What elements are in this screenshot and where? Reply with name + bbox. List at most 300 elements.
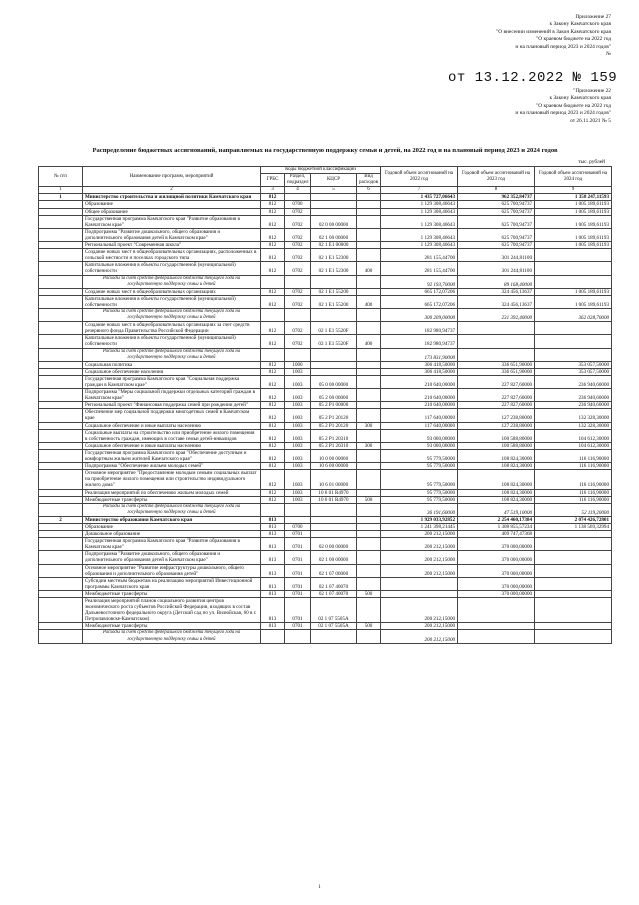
cell-kcsr: 05 2 00 00000	[311, 389, 357, 402]
cell-kcsr	[311, 516, 357, 523]
cell-y2023: 127 238,80000	[458, 409, 535, 422]
cell-y2022: 1 129 308,46643	[381, 208, 458, 215]
cell-vr	[357, 308, 381, 321]
cell-kcsr	[311, 194, 357, 201]
cell-kcsr	[311, 361, 357, 368]
cell-name: Образование	[83, 201, 261, 208]
cell-razdel: 0701	[285, 590, 311, 597]
cell-y2022: 95 779,50000	[381, 496, 458, 503]
cell-kcsr: 02 0 00 00000	[311, 215, 357, 228]
cell-kcsr: 05 2 P1 20120	[311, 409, 357, 422]
cell-y2024: 116 116,90000	[535, 463, 612, 470]
cell-y2024: 353 057,50000	[535, 368, 612, 375]
cell-grbs: 812	[261, 442, 285, 449]
cell-y2024	[535, 577, 612, 590]
cell-y2024	[535, 262, 612, 275]
cell-y2023: 1 308 855,57234	[458, 523, 535, 530]
cell-y2023	[458, 630, 535, 643]
cell-y2022: 200 212,15000	[381, 598, 458, 623]
federal-funds-note-row	[39, 503, 612, 516]
appendix-line: от 26.11.2021 № 5	[570, 117, 611, 124]
cell-vr	[357, 630, 381, 643]
table-row	[39, 402, 612, 409]
cell-y2023: 227 827,60000	[458, 389, 535, 402]
table-row	[39, 375, 612, 388]
cell-y2024	[535, 630, 612, 643]
cell-name: Субсидии местным бюджетам на реализацию мероприятий Инвестиционной программы Камчатского края	[83, 577, 261, 590]
cell-vr	[357, 368, 381, 375]
cell-y2023: 301 244,81100	[458, 262, 535, 275]
table-row	[39, 551, 612, 564]
table-row	[39, 422, 612, 429]
cell-kcsr: 10 0 00 00000	[311, 449, 357, 462]
cell-vr	[357, 598, 381, 623]
cell-num	[39, 531, 83, 538]
cell-vr	[357, 523, 381, 530]
cell-vr	[357, 208, 381, 215]
cell-vr	[357, 288, 381, 295]
table-row	[39, 262, 612, 275]
cell-num	[39, 375, 83, 388]
cell-y2022: 200 212,15000	[381, 538, 458, 551]
cell-razdel: 0702	[285, 288, 311, 295]
col-header-2024: Годовой объем ассигнований на 2024 год	[535, 167, 612, 187]
cell-vr	[357, 402, 381, 409]
cell-num	[39, 208, 83, 215]
cell-grbs	[261, 630, 285, 643]
cell-y2022: 665 172,07206	[381, 295, 458, 308]
cell-grbs: 812	[261, 208, 285, 215]
cell-y2024	[535, 249, 612, 262]
cell-kcsr	[311, 630, 357, 643]
cell-grbs: 812	[261, 228, 285, 241]
cell-kcsr: 02 1 07 40070	[311, 577, 357, 590]
cell-kcsr: 02 1 E1 00000	[311, 242, 357, 249]
cell-num	[39, 598, 83, 623]
column-index-cell: 3	[261, 187, 285, 194]
cell-grbs: 812	[261, 361, 285, 368]
cell-kcsr: 02 1 E1 55200	[311, 295, 357, 308]
table-row	[39, 598, 612, 623]
cell-y2022: 281 155,44700	[381, 262, 458, 275]
cell-name: Региональный проект "Современная школа"	[83, 242, 261, 249]
cell-y2023: 2 254 460,17384	[458, 516, 535, 523]
cell-kcsr	[311, 523, 357, 530]
cell-num	[39, 402, 83, 409]
cell-vr	[357, 531, 381, 538]
cell-razdel: 1003	[285, 429, 311, 442]
cell-y2023: 100 588,80000	[458, 429, 535, 442]
cell-num	[39, 322, 83, 335]
cell-kcsr	[311, 368, 357, 375]
cell-y2022: 1 129 308,46643	[381, 215, 458, 228]
cell-grbs: 812	[261, 470, 285, 489]
table-row	[39, 489, 612, 496]
cell-grbs: 812	[261, 288, 285, 295]
cell-y2024: 2 074 426,72801	[535, 516, 612, 523]
cell-razdel: 0700	[285, 201, 311, 208]
cell-razdel: 1003	[285, 409, 311, 422]
cell-y2024: 116 116,90000	[535, 470, 612, 489]
cell-razdel: 0701	[285, 551, 311, 564]
cell-name: Социальное обеспечение населения	[83, 368, 261, 375]
table-row	[39, 623, 612, 630]
cell-vr	[357, 564, 381, 577]
cell-name: Дошкольное образование	[83, 531, 261, 538]
cell-y2022: 1 929 033,92852	[381, 516, 458, 523]
cell-kcsr: 10 6 00 00000	[311, 463, 357, 470]
cell-y2023: 324 456,13637	[458, 288, 535, 295]
cell-y2022: 36 191,60000	[381, 503, 458, 516]
cell-name: Расходы за счет средств федерального бюджета текущего года на государственную поддержку семьи и детей	[83, 348, 261, 361]
table-row	[39, 201, 612, 208]
cell-kcsr: 05 2 P1 00000	[311, 402, 357, 409]
cell-y2024	[535, 275, 612, 288]
appendix-line: к Закону Камчатского края	[549, 95, 611, 102]
appendix-line: "О краевом бюджете на 2022 год	[536, 36, 611, 43]
cell-num	[39, 564, 83, 577]
cell-razdel	[285, 275, 311, 288]
cell-y2023: 962 352,84737	[458, 194, 535, 201]
cell-kcsr	[311, 201, 357, 208]
table-row	[39, 442, 612, 449]
cell-y2023: 370 000,00000	[458, 551, 535, 564]
cell-y2023: 127 238,80000	[458, 422, 535, 429]
cell-name: Государственная программа Камчатского края "Развитие образования в Камчатском крае"	[83, 538, 261, 551]
cell-y2022: 117 640,00000	[381, 409, 458, 422]
cell-vr	[357, 361, 381, 368]
cell-grbs: 812	[261, 402, 285, 409]
cell-name: Реализация мероприятий по обеспечению жильем молодых семей	[83, 489, 261, 496]
cell-num	[39, 503, 83, 516]
cell-razdel: 0702	[285, 262, 311, 275]
cell-razdel	[285, 516, 311, 523]
col-header-kcsr: КЦСР	[311, 174, 357, 187]
cell-name: Социальное обеспечение и иные выплаты населению	[83, 422, 261, 429]
cell-y2024	[535, 538, 612, 551]
cell-y2022: 173 831,90000	[381, 348, 458, 361]
budget-table	[38, 166, 612, 644]
cell-y2024: 1 005 189,61193	[535, 295, 612, 308]
cell-y2024: 52 119,20000	[535, 503, 612, 516]
column-index-row	[39, 187, 612, 194]
cell-name: Расходы за счет средств федерального бюджета текущего года на государственную поддержку семьи и детей	[83, 630, 261, 643]
cell-vr	[357, 470, 381, 489]
appendix-line: "О внесении изменений в Закон Камчатского края	[496, 28, 611, 35]
cell-num	[39, 422, 83, 429]
cell-name: Межбюджетные трансферты	[83, 590, 261, 597]
cell-num	[39, 262, 83, 275]
cell-y2024: 1 005 189,61193	[535, 242, 612, 249]
cell-grbs: 813	[261, 531, 285, 538]
table-row	[39, 516, 612, 523]
cell-num	[39, 215, 83, 228]
cell-kcsr: 02 1 00 00000	[311, 551, 357, 564]
table-row	[39, 429, 612, 442]
cell-name: Расходы за счет средств федерального бюджета текущего года на государственную поддержку семьи и детей	[83, 308, 261, 321]
cell-grbs: 812	[261, 249, 285, 262]
cell-kcsr: 02 1 E1 5520F	[311, 335, 357, 348]
cell-num	[39, 463, 83, 470]
col-header-2022: Годовой объем ассигнований на 2022 год	[381, 167, 458, 187]
table-row	[39, 194, 612, 201]
cell-name: Создание новых мест в общеобразовательных организациях, расположенных в сельской местности и поселках городского типа	[83, 249, 261, 262]
cell-num	[39, 348, 83, 361]
cell-y2024: 1 005 189,61193	[535, 288, 612, 295]
cell-razdel: 0702	[285, 208, 311, 215]
cell-razdel: 0701	[285, 577, 311, 590]
cell-name: Расходы за счет средств федерального бюджета текущего года на государственную поддержку семьи и детей	[83, 275, 261, 288]
cell-name: Основное мероприятие "Развитие инфраструктуры дошкольного, общего образования и дополнительного образования детей"	[83, 564, 261, 577]
column-index-cell: 5	[311, 187, 357, 194]
cell-y2022: 665 172,07206	[381, 288, 458, 295]
cell-name: Основное мероприятие "Предоставление молодым семьям социальных выплат на приобретение жилого помещения или строительство индивидуального жилого дома"	[83, 470, 261, 489]
cell-y2022: 95 779,50000	[381, 489, 458, 496]
cell-y2024: 353 057,50000	[535, 361, 612, 368]
cell-y2023: 108 824,30000	[458, 463, 535, 470]
cell-vr: 500	[357, 496, 381, 503]
cell-vr	[357, 489, 381, 496]
cell-kcsr: 02 0 00 00000	[311, 538, 357, 551]
cell-vr	[357, 551, 381, 564]
cell-name: Подпрограмма "Меры социальной поддержки отдельных категорий граждан в Камчатском крае"	[83, 389, 261, 402]
page-number: 1	[318, 884, 321, 890]
table-row	[39, 228, 612, 241]
cell-kcsr: 02 1 00 00000	[311, 228, 357, 241]
table-row	[39, 409, 612, 422]
cell-name: Подпрограмма "Развитие дошкольного, общего образования и дополнительного образования детей в Камчатском крае"	[83, 228, 261, 241]
cell-name: Межбюджетные трансферты	[83, 496, 261, 503]
cell-grbs: 813	[261, 564, 285, 577]
cell-name: Социальная политика	[83, 361, 261, 368]
federal-funds-note-row	[39, 630, 612, 643]
cell-num	[39, 630, 83, 643]
cell-y2022	[381, 590, 458, 597]
table-row	[39, 295, 612, 308]
cell-y2023: 108 824,30000	[458, 449, 535, 462]
cell-grbs: 812	[261, 322, 285, 335]
cell-name: Министерство строительства и жилищной политики Камчатского края	[83, 194, 261, 201]
cell-razdel: 1003	[285, 470, 311, 489]
cell-razdel: 1003	[285, 368, 311, 375]
cell-grbs: 812	[261, 409, 285, 422]
cell-vr	[357, 375, 381, 388]
cell-razdel	[285, 308, 311, 321]
table-row	[39, 288, 612, 295]
cell-y2023: 625 700,94737	[458, 215, 535, 228]
cell-y2024	[535, 564, 612, 577]
cell-y2023	[458, 623, 535, 630]
cell-grbs: 812	[261, 489, 285, 496]
cell-vr: 500	[357, 623, 381, 630]
cell-vr	[357, 389, 381, 402]
cell-kcsr	[311, 348, 357, 361]
cell-y2024: 116 116,90000	[535, 489, 612, 496]
cell-vr	[357, 409, 381, 422]
cell-name: Социальное обеспечение и иные выплаты населению	[83, 442, 261, 449]
cell-razdel: 1003	[285, 463, 311, 470]
cell-razdel: 1003	[285, 402, 311, 409]
cell-vr	[357, 538, 381, 551]
cell-razdel	[285, 194, 311, 201]
cell-name: Капитальные вложения в объекты государственной (муниципальной) собственности	[83, 262, 261, 275]
cell-vr	[357, 516, 381, 523]
cell-vr	[357, 228, 381, 241]
cell-y2023: 227 827,60000	[458, 375, 535, 388]
cell-y2022: 95 779,50000	[381, 449, 458, 462]
appendix-line: и на плановый период 2023 и 2024 годов"	[515, 110, 611, 117]
cell-y2024	[535, 348, 612, 361]
cell-kcsr: 10 6 01 R4970	[311, 489, 357, 496]
cell-razdel: 0701	[285, 538, 311, 551]
cell-kcsr: 10 6 01 00000	[311, 470, 357, 489]
cell-y2024: 1 005 189,61193	[535, 215, 612, 228]
cell-razdel: 1003	[285, 442, 311, 449]
cell-y2022: 1 435 727,06643	[381, 194, 458, 201]
cell-vr	[357, 194, 381, 201]
cell-num	[39, 538, 83, 551]
cell-y2022: 281 155,44700	[381, 249, 458, 262]
cell-y2022: 1 241 398,21445	[381, 523, 458, 530]
cell-y2024: 116 116,90000	[535, 449, 612, 462]
cell-name: Капитальные вложения в объекты государственной (муниципальной) собственности	[83, 335, 261, 348]
cell-y2022: 95 779,50000	[381, 463, 458, 470]
cell-grbs: 812	[261, 496, 285, 503]
cell-razdel: 0702	[285, 249, 311, 262]
cell-num	[39, 368, 83, 375]
cell-vr	[357, 201, 381, 208]
law-date-stamp: от 13.12.2022 № 159	[448, 70, 618, 86]
appendix-line: "О краевом бюджете на 2022 год	[536, 102, 611, 109]
col-header-codes: Коды бюджетной классификации	[261, 167, 381, 174]
cell-razdel: 1003	[285, 496, 311, 503]
document-title: Распределение бюджетных ассигнований, направляемых на государственную поддержку семьи и детей, на 2022 год и на плановый период 2023 и 2024 годов	[92, 147, 558, 154]
table-row	[39, 531, 612, 538]
column-index-cell: 7	[381, 187, 458, 194]
cell-y2022: 182 980,94737	[381, 322, 458, 335]
cell-vr	[357, 577, 381, 590]
cell-vr: 500	[357, 590, 381, 597]
cell-y2023: 301 244,81100	[458, 249, 535, 262]
cell-kcsr	[311, 531, 357, 538]
cell-y2022: 93 000,00000	[381, 429, 458, 442]
cell-y2023: 108 824,30000	[458, 470, 535, 489]
table-row	[39, 523, 612, 530]
cell-grbs: 813	[261, 516, 285, 523]
appendix-line: Приложение 27	[575, 14, 611, 20]
table-row	[39, 368, 612, 375]
cell-kcsr: 10 6 01 R4970	[311, 496, 357, 503]
cell-grbs: 812	[261, 375, 285, 388]
cell-vr	[357, 503, 381, 516]
cell-y2022: 1 129 308,46643	[381, 242, 458, 249]
cell-kcsr: 05 2 P1 20120	[311, 422, 357, 429]
cell-razdel: 0701	[285, 623, 311, 630]
cell-kcsr	[311, 308, 357, 321]
table-row	[39, 335, 612, 348]
cell-y2023: 108 824,30000	[458, 496, 535, 503]
table-row	[39, 449, 612, 462]
cell-kcsr: 02 1 E1 55200	[311, 288, 357, 295]
cell-y2023: 324 456,13637	[458, 295, 535, 308]
cell-num	[39, 470, 83, 489]
cell-num	[39, 409, 83, 422]
cell-y2023: 108 824,30000	[458, 489, 535, 496]
column-index-cell: 9	[535, 187, 612, 194]
cell-razdel	[285, 630, 311, 643]
cell-num	[39, 590, 83, 597]
cell-razdel: 1003	[285, 489, 311, 496]
cell-name: Подпрограмма "Развитие дошкольного, общего образования и дополнительного образования детей в Камчатском крае"	[83, 551, 261, 564]
table-row	[39, 389, 612, 402]
cell-num: 1	[39, 194, 83, 201]
cell-y2024: 132 328,30000	[535, 409, 612, 422]
cell-vr	[357, 242, 381, 249]
cell-grbs: 812	[261, 368, 285, 375]
cell-y2022: 93 000,00000	[381, 442, 458, 449]
cell-name: Создание новых мест в общеобразовательных организациях	[83, 288, 261, 295]
col-header-2023: Годовой объем ассигнований на 2023 год	[458, 167, 535, 187]
cell-grbs: 812	[261, 242, 285, 249]
cell-num	[39, 335, 83, 348]
cell-kcsr: 02 1 07 5505А	[311, 623, 357, 630]
cell-vr	[357, 449, 381, 462]
cell-y2023	[458, 322, 535, 335]
cell-y2022: 95 779,50000	[381, 470, 458, 489]
cell-name: Межбюджетные трансферты	[83, 623, 261, 630]
cell-y2024	[535, 590, 612, 597]
cell-vr: 400	[357, 295, 381, 308]
cell-num	[39, 242, 83, 249]
table-body	[39, 194, 612, 643]
cell-y2022: 1 129 308,46643	[381, 228, 458, 241]
cell-kcsr: 02 1 E1 5520F	[311, 322, 357, 335]
cell-razdel: 0700	[285, 523, 311, 530]
cell-grbs: 813	[261, 551, 285, 564]
cell-y2024: 362 028,70000	[535, 308, 612, 321]
cell-y2024	[535, 322, 612, 335]
col-header-vr: Вид расходов	[357, 174, 381, 187]
cell-razdel: 1003	[285, 449, 311, 462]
cell-y2024: 132 328,30000	[535, 422, 612, 429]
col-header-grbs: ГРБС	[261, 174, 285, 187]
cell-grbs	[261, 275, 285, 288]
cell-num	[39, 201, 83, 208]
cell-y2024	[535, 335, 612, 348]
cell-kcsr: 05 2 P1 20310	[311, 429, 357, 442]
cell-grbs: 812	[261, 449, 285, 462]
cell-y2024: 1 005 189,61193	[535, 208, 612, 215]
cell-grbs	[261, 308, 285, 321]
cell-y2022: 200 212,15000	[381, 551, 458, 564]
cell-vr	[357, 249, 381, 262]
cell-vr	[357, 215, 381, 228]
number-label: №	[605, 51, 611, 58]
cell-grbs: 813	[261, 598, 285, 623]
appendix-header	[371, 14, 611, 58]
cell-y2022: 92 193,70000	[381, 275, 458, 288]
cell-razdel: 0701	[285, 564, 311, 577]
cell-vr: 400	[357, 262, 381, 275]
cell-y2022: 200 212,15000	[381, 564, 458, 577]
cell-vr	[357, 463, 381, 470]
cell-num	[39, 361, 83, 368]
cell-num	[39, 442, 83, 449]
cell-kcsr	[311, 275, 357, 288]
cell-y2024: 236 940,60000	[535, 402, 612, 409]
cell-name: Общее образование	[83, 208, 261, 215]
cell-grbs: 812	[261, 201, 285, 208]
